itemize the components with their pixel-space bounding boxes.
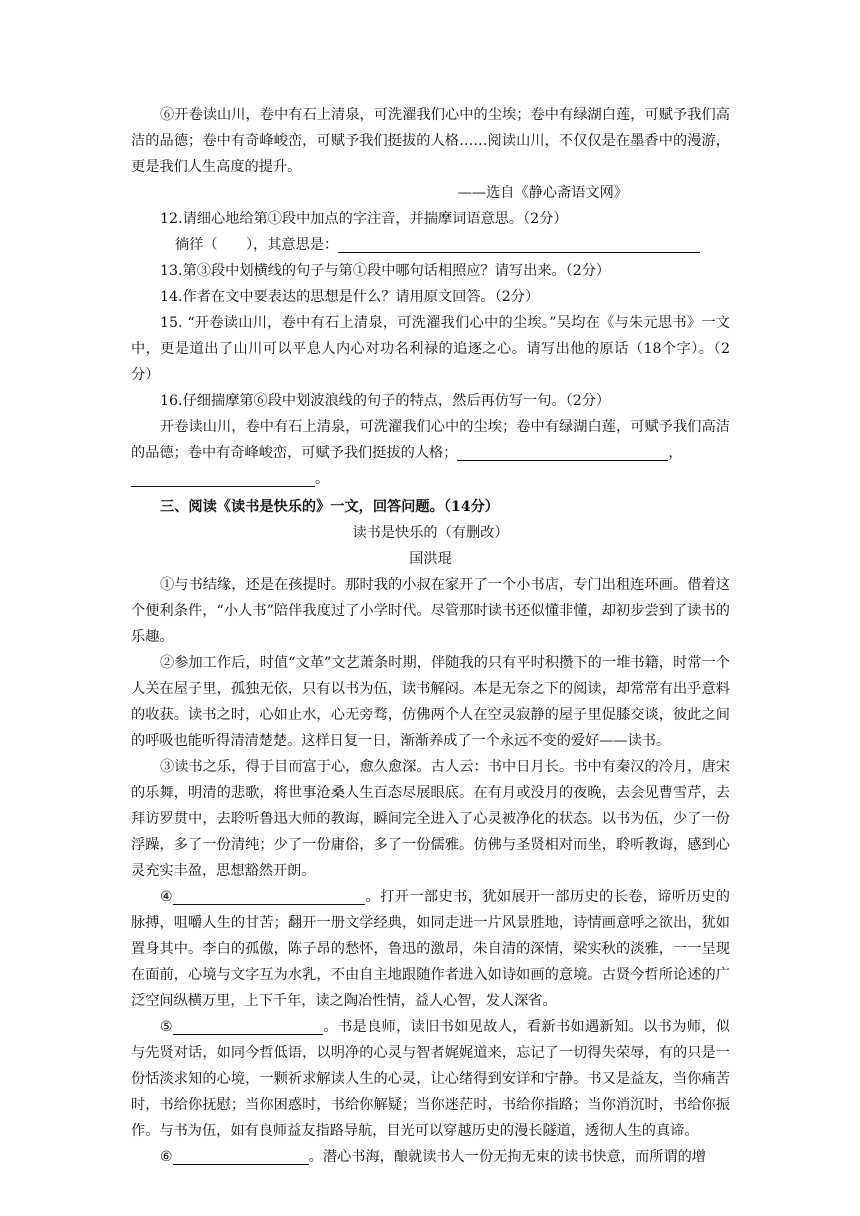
article-paragraph-1: ①与书结缘，还是在孩提时。那时我的小叔在家开了一个小书店，专门出租连环画。借着这个便利条件，“小人书”陪伴我度过了小学时代。尽管那时读书还似懂非懂，却初步尝到了读书的乐趣。 — [131, 577, 730, 645]
question-16-comma: ， — [668, 445, 683, 461]
question-16-model — [131, 414, 730, 466]
question-14: 14.作者在文中要表达的思想是什么？请用原文回答。（2分） — [160, 289, 540, 305]
answer-blank[interactable] — [457, 444, 530, 461]
article-paragraph-5 — [131, 1014, 730, 1144]
question-13: 13.第③段中划横线的句子与第①段中哪句话相照应？请写出来。（2分） — [160, 263, 611, 279]
exam-page — [131, 102, 730, 1170]
article-author: 国洪琨 — [409, 551, 452, 567]
paragraph-5-text: 。书是良师，读旧书如见故人，看新书如遇新知。以书为师，似与先贤对话，如同今哲低语，以明净的心灵与智者娓娓道来，忘记了一切得失荣辱，有的只是一份恬淡求知的心境，一颗祈求解读人生的心灵，让心绪得到安详和宁静。书又是益友，当你痛苦时，书给你抚慰；当你困惑时，书给你解疑；当你迷茫时，书给你指路；当你消沉时，书给你振作。与书为伍，如有良师益友指路导航，目光可以穿越历史的漫长隧道，透彻人生的真谛。 — [131, 1019, 730, 1139]
answer-blank[interactable] — [338, 236, 700, 253]
article-title: 读书是快乐的（有删改） — [352, 525, 509, 541]
paragraph-6-number: ⑥ — [160, 1149, 173, 1165]
question-15: 15. “开卷读山川，卷中有石上清泉，可洗濯我们心中的尘埃。”吴均在《与朱元思书》一文中，更是道出了山川可以平息人内心对功名利禄的追逐之心。请写出他的原话（18个字）。（2分） — [131, 315, 730, 383]
question-12-answer-line — [131, 232, 730, 258]
source-citation: ——选自《静心斋语文网》 — [457, 185, 628, 201]
article-paragraph-6 — [131, 1144, 730, 1170]
article-paragraph-3: ③读书之乐，得于目而富于心，愈久愈深。古人云：书中日月长。书中有秦汉的冷月，唐宋的乐舞，明清的悲歌，将世事沧桑人生百态尽展眼底。在有月或没月的夜晚，去会见曹雪芹，去拜访罗贯中，去聆听鲁迅大师的教诲，瞬间完全进入了心灵被净化的状态。以书为伍，少了一份浮躁，多了一份清纯；少了一份庸俗，多了一份儒雅。仿佛与圣贤相对而坐，聆听教诲，感到心灵充实丰盈，思想豁然开朗。 — [131, 759, 730, 879]
paragraph-6-text: 。潜心书海，酿就读书人一份无拘无束的读书快意，而所谓的增 — [308, 1149, 706, 1165]
answer-blank[interactable] — [530, 444, 668, 461]
section-3-heading: 三、阅读《读书是快乐的》一文，回答问题。（14分） — [160, 499, 499, 515]
answer-blank[interactable] — [173, 1018, 323, 1035]
answer-blank[interactable] — [173, 1148, 309, 1165]
question-16-model-text: 开卷读山川，卷中有石上清泉，可洗濯我们心中的尘埃；卷中有绿湖白莲，可赋予我们高洁的品德；卷中有奇峰峻峦，可赋予我们挺拔的人格； — [131, 419, 730, 461]
question-16-end: 。 — [315, 471, 330, 487]
question-12: 12.请细心地给第①段中加点的字注音，并揣摩词语意思。（2分） — [160, 211, 568, 227]
question-12-fill-word: 徜徉（ ），其意思是： — [175, 237, 339, 253]
paragraph-5-number: ⑤ — [160, 1019, 174, 1035]
answer-blank[interactable] — [173, 888, 365, 905]
paragraph-4-number: ④ — [160, 889, 174, 905]
answer-blank[interactable] — [131, 470, 315, 487]
article-paragraph-4 — [131, 884, 730, 1014]
paragraph-4-text: 。打开一部史书，犹如展开一部历史的长卷，谛听历史的脉搏，咀嚼人生的甘苦；翻开一册文学经典，如同走进一片风景胜地，诗情画意呼之欲出，犹如置身其中。李白的孤傲，陈子昂的愁怀，鲁迅的激昂，朱自清的深情，梁实秋的淡雅，一一呈现在面前，心境与文字互为水乳，不由自主地跟随作者进入如诗如画的意境。古贤今哲所论述的广泛空间纵横万里，上下千年，读之陶冶性情，益人心智，发人深省。 — [131, 889, 730, 1009]
question-16: 16.仔细揣摩第⑥段中划波浪线的句子的特点，然后再仿写一句。（2分） — [160, 393, 611, 409]
paragraph-6: ⑥开卷读山川，卷中有石上清泉，可洗濯我们心中的尘埃；卷中有绿湖白莲，可赋予我们高洁的品德；卷中有奇峰峻峦，可赋予我们挺拔的人格……阅读山川，不仅仅是在墨香中的漫游，更是我们人生高度的提升。 — [131, 107, 730, 175]
question-16-answer-line — [131, 466, 730, 492]
article-paragraph-2: ②参加工作后，时值“文革”文艺萧条时期，伴随我的只有平时积攒下的一堆书籍，时常一个人关在屋子里，孤独无依，只有以书为伍，读书解闷。本是无奈之下的阅读，却常常有出乎意料的收获。读书之时，心如止水，心无旁骛，仿佛两个人在空灵寂静的屋子里促膝交谈，彼此之间的呼吸也能听得清清楚楚。这样日复一日，渐渐养成了一个永远不变的爱好——读书。 — [131, 655, 730, 749]
